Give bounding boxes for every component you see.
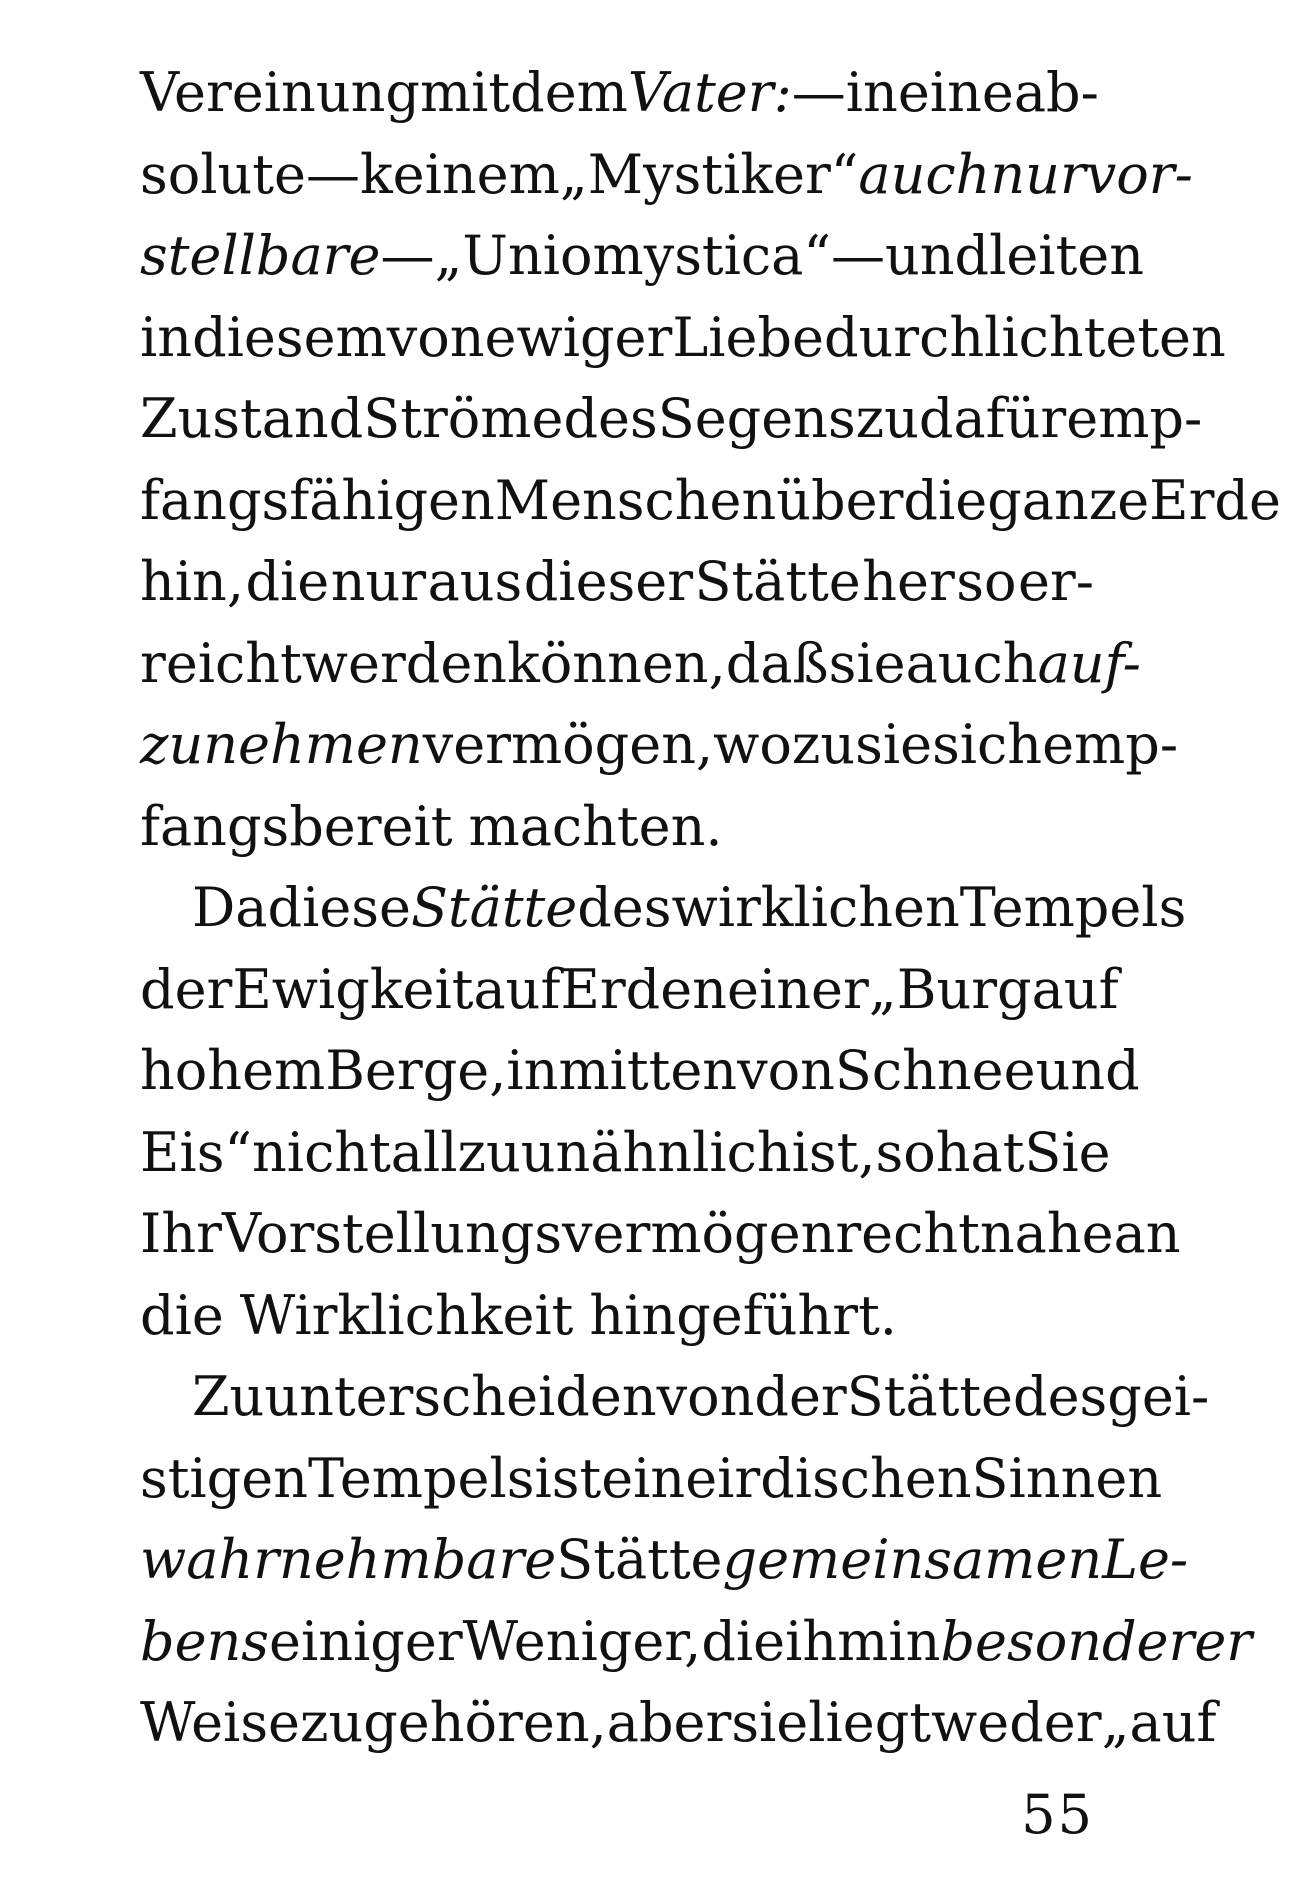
- text-line: [140, 704, 1179, 786]
- word: an: [1113, 1202, 1181, 1265]
- word: mit: [419, 61, 511, 124]
- word: über: [776, 468, 904, 532]
- word: ewiger: [484, 305, 673, 369]
- word: dieser: [523, 550, 694, 613]
- word: sie: [828, 631, 906, 695]
- word: nahe: [979, 1202, 1114, 1265]
- word: wahrnehmbare: [140, 1528, 557, 1591]
- word: und: [1035, 1039, 1140, 1102]
- text-line: [140, 1519, 1189, 1601]
- text-line: [140, 541, 1094, 623]
- word: Segens: [657, 387, 856, 450]
- word: dem: [510, 61, 628, 124]
- word: gei-: [1107, 1365, 1210, 1428]
- word: Vereinung: [140, 61, 420, 124]
- word: die: [140, 1283, 224, 1347]
- word: des: [1013, 1365, 1108, 1428]
- word: so: [875, 1120, 936, 1184]
- word: Tempels: [308, 1446, 535, 1510]
- text-line: [140, 1438, 1163, 1520]
- word: des: [563, 387, 658, 450]
- word: dafür: [918, 387, 1067, 450]
- word: stigen: [140, 1446, 308, 1510]
- word: die: [245, 550, 330, 613]
- text-line: [140, 460, 1281, 542]
- word: sich: [932, 713, 1043, 776]
- word: Erden: [560, 957, 727, 1021]
- word: ist: [534, 1446, 602, 1510]
- word: hingeführt.: [589, 1283, 897, 1347]
- word: durchlichteten: [823, 305, 1226, 369]
- word: leiten: [989, 224, 1145, 287]
- text-line: [140, 1030, 1140, 1112]
- word: auch: [858, 142, 991, 206]
- word: in: [845, 61, 898, 124]
- word: Vater:: [627, 61, 792, 124]
- word: „Mystiker“: [559, 142, 859, 206]
- word: Stätte: [556, 1528, 723, 1591]
- text-line: [140, 297, 1226, 379]
- word: von: [386, 305, 485, 369]
- word: Stätte: [694, 550, 861, 613]
- word: emp-: [1066, 387, 1203, 450]
- word: daß: [725, 631, 829, 695]
- word: gemeinsamen: [722, 1528, 1103, 1591]
- word: einiger: [269, 1609, 463, 1673]
- word: eine: [897, 61, 1014, 124]
- word: diesem: [192, 305, 387, 369]
- word: recht: [835, 1202, 980, 1265]
- word: der: [140, 957, 233, 1021]
- word: stellbare: [140, 224, 381, 287]
- word: auf: [473, 957, 561, 1021]
- word: Stätte: [410, 876, 578, 939]
- word: sie: [731, 1691, 809, 1754]
- word: Liebe: [672, 305, 824, 369]
- text-line: [140, 1112, 1111, 1194]
- word: irdischen: [717, 1446, 972, 1510]
- word: aus: [427, 550, 523, 613]
- word: vor-: [1085, 142, 1193, 206]
- word: Zu: [192, 1365, 265, 1428]
- word: aber: [606, 1691, 732, 1754]
- word: so: [956, 550, 1017, 613]
- word: —: [380, 224, 435, 287]
- word: in: [888, 1609, 941, 1673]
- text-body: [140, 52, 1281, 1764]
- word: her: [862, 550, 955, 613]
- word: hat: [935, 1120, 1025, 1184]
- word: auf: [1031, 957, 1119, 1021]
- word: fangsbereit: [140, 794, 453, 858]
- word: zu: [855, 387, 919, 450]
- word: —keinem: [305, 142, 560, 206]
- word: ab-: [1013, 61, 1099, 124]
- word: er-: [1017, 550, 1094, 613]
- word: Sie: [1024, 1120, 1111, 1184]
- word: ist,: [791, 1120, 876, 1184]
- word: Sinnen: [971, 1446, 1163, 1510]
- word: unähnlich: [520, 1120, 792, 1184]
- word: wirklichen: [671, 876, 960, 939]
- word: von: [737, 1039, 835, 1102]
- word: weder: [931, 1691, 1102, 1754]
- word: machten.: [468, 794, 723, 858]
- text-line: [140, 786, 1094, 868]
- word: Weise: [140, 1691, 300, 1754]
- word: liegt: [808, 1691, 932, 1754]
- text-line: [140, 378, 1203, 460]
- word: „Burg: [868, 957, 1032, 1021]
- word: auch: [905, 631, 1038, 695]
- word: nur: [990, 142, 1086, 206]
- word: nicht: [252, 1120, 391, 1184]
- word: Ihr: [140, 1202, 222, 1265]
- word: Wirklichkeit: [239, 1283, 574, 1347]
- word: Schnee: [834, 1039, 1036, 1102]
- word: Stätte: [846, 1365, 1013, 1428]
- word: nur: [330, 550, 427, 613]
- word: —: [791, 61, 846, 124]
- word: Weniger,: [462, 1609, 702, 1673]
- word: die: [903, 468, 988, 532]
- word: diese: [267, 876, 411, 939]
- text-line: [140, 134, 1193, 216]
- word: inmitten: [506, 1039, 738, 1102]
- text-line: [140, 1193, 1181, 1275]
- word: Eis“: [140, 1120, 253, 1184]
- word: zunehmen: [140, 713, 423, 776]
- word: ganze: [987, 468, 1150, 532]
- word: zugehören,: [300, 1691, 607, 1754]
- word: Erde: [1149, 468, 1281, 532]
- word: bens: [140, 1609, 270, 1673]
- word: von: [656, 1365, 755, 1428]
- word: einer: [727, 957, 869, 1021]
- word: Ewigkeit: [232, 957, 474, 1021]
- word: vermögen,: [422, 713, 714, 776]
- text-line: [140, 949, 1119, 1031]
- word: hin,: [140, 550, 244, 613]
- word: allzu: [390, 1120, 521, 1184]
- page-number: 55: [1021, 1783, 1094, 1846]
- word: besonderer: [940, 1609, 1253, 1673]
- word: reicht: [140, 631, 302, 695]
- word: Menschen: [494, 468, 777, 532]
- word: fangsfähigen: [140, 468, 495, 532]
- word: können,: [507, 631, 726, 695]
- text-line: [140, 1682, 1217, 1764]
- word: mystica“: [592, 224, 831, 287]
- word: „Unio: [434, 224, 593, 287]
- text-line: [140, 1275, 1094, 1357]
- text-line: [140, 623, 1141, 705]
- word: solute: [140, 142, 306, 206]
- word: emp-: [1042, 713, 1179, 776]
- word: —: [830, 224, 885, 287]
- text-line: [140, 1601, 1253, 1683]
- text-line: [140, 867, 1187, 949]
- word: Le-: [1102, 1528, 1189, 1591]
- text-line: [140, 215, 1145, 297]
- word: unterscheiden: [264, 1365, 657, 1428]
- word: die: [701, 1609, 786, 1673]
- word: in: [140, 305, 193, 369]
- word: werden: [301, 631, 508, 695]
- word: hohem: [140, 1039, 326, 1102]
- word: ihm: [785, 1609, 889, 1673]
- word: Tempels: [959, 876, 1187, 939]
- word: Da: [192, 876, 268, 939]
- word: Vorstellungsvermögen: [221, 1202, 836, 1265]
- text-line: [140, 52, 1099, 134]
- word: Berge,: [325, 1039, 507, 1102]
- word: des: [577, 876, 672, 939]
- word: „auf: [1101, 1691, 1217, 1754]
- text-line: [140, 1356, 1210, 1438]
- word: Ströme: [363, 387, 564, 450]
- word: auf-: [1037, 631, 1141, 695]
- word: und: [884, 224, 990, 287]
- word: der: [754, 1365, 847, 1428]
- word: eine: [601, 1446, 718, 1510]
- word: sie: [855, 713, 933, 776]
- word: Zustand: [140, 387, 364, 450]
- word: wozu: [713, 713, 856, 776]
